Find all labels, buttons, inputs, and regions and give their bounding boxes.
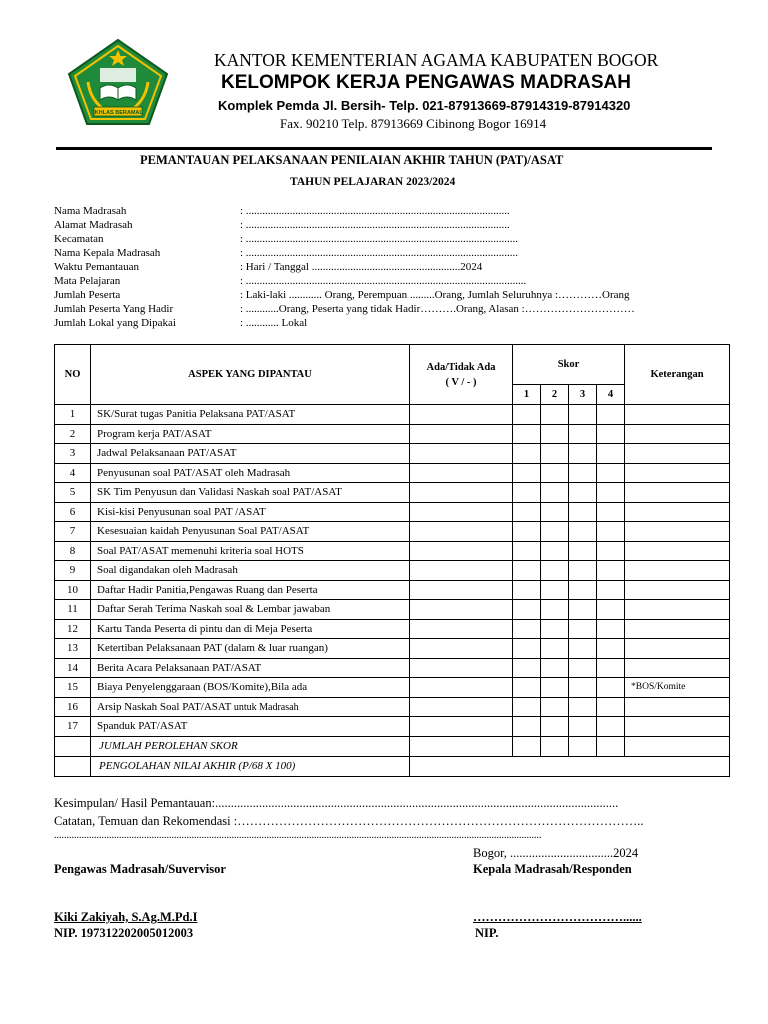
info-row (54, 289, 734, 303)
skor-cell[interactable] (597, 561, 625, 581)
info-label: Kecamatan (54, 233, 104, 245)
keterangan-cell[interactable] (625, 463, 730, 483)
keterangan-cell[interactable] (625, 717, 730, 737)
keterangan-cell[interactable] (625, 619, 730, 639)
keterangan-cell[interactable] (625, 561, 730, 581)
table-row (55, 717, 730, 737)
skor-cell[interactable] (541, 619, 569, 639)
info-row (54, 317, 734, 331)
info-value: : Laki-laki ............ Orang, Perempuan .........Orang, Jumlah Seluruhnya :…………Orang (240, 289, 630, 301)
info-label: Waktu Pemantauan (54, 261, 139, 273)
info-row (54, 247, 734, 261)
skor-cell[interactable] (597, 444, 625, 464)
row-aspek (91, 483, 410, 503)
row-number: 2 (55, 424, 91, 444)
ada-cell[interactable] (410, 444, 513, 464)
dots-line: ................................................................................................................................................................................................... (54, 830, 542, 841)
skor-cell[interactable] (597, 580, 625, 600)
row-aspek (91, 463, 410, 483)
table-row (55, 541, 730, 561)
info-label: Jumlah Peserta Yang Hadir (54, 303, 174, 315)
skor-cell[interactable] (541, 522, 569, 542)
skor-cell[interactable] (513, 502, 541, 522)
row-aspek-text: Soal PAT/ASAT memenuhi kriteria soal HOTS (97, 544, 304, 557)
skor-cell[interactable] (541, 561, 569, 581)
info-value: : ................................................................................................... (240, 233, 519, 245)
row-aspek (91, 619, 410, 639)
skor-cell[interactable] (597, 541, 625, 561)
row-aspek-text: Penyusunan soal PAT/ASAT oleh Madrasah (97, 466, 291, 479)
row-aspek-text: Soal digandakan oleh Madrasah (97, 564, 238, 577)
skor-cell[interactable] (597, 424, 625, 444)
ada-cell[interactable] (410, 541, 513, 561)
skor-cell[interactable] (513, 658, 541, 678)
info-value: : ................................................................................................... (240, 247, 519, 259)
info-fields (54, 205, 734, 331)
keterangan-cell[interactable] (625, 424, 730, 444)
right-signatory-nip: NIP. (475, 926, 499, 940)
total-skor-cell (597, 736, 625, 756)
right-signatory-name: ………………………………...... (473, 910, 642, 924)
skor-cell[interactable] (569, 639, 597, 659)
row-number: 11 (55, 600, 91, 620)
row-aspek-text: Daftar Hadir Panitia,Pengawas Ruang dan Peserta (97, 583, 318, 596)
skor-cell[interactable] (541, 697, 569, 717)
row-number: 4 (55, 463, 91, 483)
left-role: Pengawas Madrasah/Suvervisor (54, 862, 226, 876)
table-row (55, 444, 730, 464)
skor-cell[interactable] (569, 619, 597, 639)
skor-cell[interactable] (569, 658, 597, 678)
row-number: 10 (55, 580, 91, 600)
header-office: KANTOR KEMENTERIAN AGAMA KABUPATEN BOGOR (214, 50, 659, 70)
skor-cell[interactable] (513, 561, 541, 581)
col-header-aspek: ASPEK YANG DIPANTAU (91, 345, 410, 405)
keterangan-cell[interactable] (625, 580, 730, 600)
row-aspek (91, 639, 410, 659)
catatan-line: Catatan, Temuan dan Rekomendasi :…………………………………………………………………………………….. (54, 814, 644, 828)
table-row (55, 522, 730, 542)
row-aspek-text: Kartu Tanda Peserta di pintu dan di Meja Peserta (97, 622, 313, 635)
skor-cell[interactable] (541, 463, 569, 483)
skor-cell[interactable] (569, 424, 597, 444)
row-aspek-text: Jadwal Pelaksanaan PAT/ASAT (97, 447, 237, 460)
left-signatory-nip: NIP. 197312202005012003 (54, 926, 194, 940)
ada-cell[interactable] (410, 502, 513, 522)
skor-cell[interactable] (597, 405, 625, 425)
keterangan-cell[interactable] (625, 405, 730, 425)
kemenag-logo-icon (66, 38, 170, 126)
info-value: : ...................................................................................................... (240, 275, 527, 287)
keterangan-cell[interactable]: *BOS/Komite (625, 678, 730, 698)
ada-cell[interactable] (410, 639, 513, 659)
info-value: : ................................................................................................ (240, 219, 510, 231)
ada-cell[interactable] (410, 463, 513, 483)
skor-cell[interactable] (513, 424, 541, 444)
row-number: 13 (55, 639, 91, 659)
skor-cell[interactable] (569, 405, 597, 425)
skor-cell[interactable] (569, 483, 597, 503)
total-ket-cell (625, 736, 730, 756)
skor-cell[interactable] (541, 717, 569, 737)
total-skor-cell (569, 736, 597, 756)
skor-cell[interactable] (569, 463, 597, 483)
keterangan-cell[interactable] (625, 444, 730, 464)
skor-cell[interactable] (569, 541, 597, 561)
total-skor-cell (513, 736, 541, 756)
form-title: PEMANTAUAN PELAKSANAAN PENILAIAN AKHIR TAHUN (PAT)/ASAT (140, 153, 564, 167)
info-row (54, 303, 734, 317)
row-aspek-text: SK/Surat tugas Panitia Pelaksana PAT/ASAT (97, 408, 296, 421)
ada-cell[interactable] (410, 658, 513, 678)
row-number: 6 (55, 502, 91, 522)
total-no-cell (55, 736, 91, 756)
skor-cell[interactable] (569, 561, 597, 581)
row-number: 7 (55, 522, 91, 542)
skor-cell[interactable] (541, 502, 569, 522)
table-row (55, 639, 730, 659)
col-header-ket: Keterangan (625, 345, 730, 405)
row-aspek (91, 658, 410, 678)
col-header-ada-sub: ( V / - ) (445, 376, 477, 388)
row-aspek (91, 678, 410, 698)
skor-cell[interactable] (597, 600, 625, 620)
skor-cell[interactable] (513, 639, 541, 659)
ada-cell[interactable] (410, 424, 513, 444)
table-row (55, 658, 730, 678)
keterangan-cell[interactable] (625, 600, 730, 620)
skor-cell[interactable] (513, 600, 541, 620)
row-aspek (91, 580, 410, 600)
info-label: Jumlah Peserta (54, 289, 121, 301)
col-header-ada-label: Ada/Tidak Ada (426, 361, 496, 373)
keterangan-cell[interactable] (625, 502, 730, 522)
skor-cell[interactable] (597, 697, 625, 717)
final-value-cell (410, 756, 730, 776)
keterangan-cell[interactable] (625, 483, 730, 503)
total-ada-cell (410, 736, 513, 756)
table-row (55, 697, 730, 717)
header-address: Komplek Pemda Jl. Bersih- Telp. 021-87913669-87914319-87914320 (218, 98, 631, 113)
form-subtitle: TAHUN PELAJARAN 2023/2024 (290, 176, 456, 188)
header-group: KELOMPOK KERJA PENGAWAS MADRASAH (221, 72, 631, 93)
skor-cell[interactable] (513, 483, 541, 503)
skor-cell[interactable] (513, 405, 541, 425)
row-aspek-text: Daftar Serah Terima Naskah soal & Lembar jawaban (97, 603, 331, 616)
skor-cell[interactable] (597, 678, 625, 698)
col-header-ada (410, 345, 513, 405)
table-row (55, 463, 730, 483)
table-row (55, 424, 730, 444)
row-aspek (91, 424, 410, 444)
row-aspek (91, 717, 410, 737)
skor-cell[interactable] (569, 697, 597, 717)
row-aspek (91, 600, 410, 620)
skor-cell[interactable] (597, 639, 625, 659)
skor-cell[interactable] (569, 502, 597, 522)
row-aspek (91, 502, 410, 522)
skor-cell[interactable] (569, 600, 597, 620)
info-label: Jumlah Lokal yang Dipakai (54, 317, 176, 329)
logo (66, 38, 170, 126)
skor-cell[interactable] (569, 678, 597, 698)
kesimpulan-line: Kesimpulan/ Hasil Pemantauan:................................................................................................................................. (54, 796, 619, 810)
skor-cell[interactable] (513, 697, 541, 717)
row-aspek-text: Program kerja PAT/ASAT (97, 427, 212, 440)
skor-cell[interactable] (597, 483, 625, 503)
final-no-cell (55, 756, 91, 776)
skor-cell[interactable] (513, 444, 541, 464)
row-aspek-text: Ketertiban Pelaksanaan PAT (dalam & luar ruangan) (97, 642, 328, 655)
skor-cell[interactable] (513, 541, 541, 561)
skor-cell[interactable] (541, 678, 569, 698)
skor-col-3: 3 (569, 385, 597, 405)
row-number: 12 (55, 619, 91, 639)
info-row (54, 219, 734, 233)
skor-col-1: 1 (513, 385, 541, 405)
row-number: 16 (55, 697, 91, 717)
skor-cell[interactable] (541, 541, 569, 561)
skor-cell[interactable] (597, 717, 625, 737)
total-skor-cell (541, 736, 569, 756)
skor-col-2: 2 (541, 385, 569, 405)
info-value: : ............Orang, Peserta yang tidak Hadir……….Orang, Alasan :………………………… (240, 303, 635, 315)
row-aspek-suffix: untuk Madrasah (231, 701, 299, 713)
row-aspek-text: Spanduk PAT/ASAT (97, 720, 188, 733)
table-row (55, 580, 730, 600)
ada-cell[interactable] (410, 717, 513, 737)
skor-cell[interactable] (597, 522, 625, 542)
ada-cell[interactable] (410, 405, 513, 425)
keterangan-cell[interactable] (625, 541, 730, 561)
skor-cell[interactable] (569, 444, 597, 464)
table-row (55, 600, 730, 620)
ada-cell[interactable] (410, 522, 513, 542)
row-number: 5 (55, 483, 91, 503)
col-header-no: NO (55, 345, 91, 405)
final-label: PENGOLAHAN NILAI AKHIR (P/68 X 100) (91, 756, 410, 776)
info-label: Mata Pelajaran (54, 275, 121, 287)
skor-cell[interactable] (541, 600, 569, 620)
skor-cell[interactable] (541, 405, 569, 425)
skor-cell[interactable] (569, 580, 597, 600)
keterangan-cell[interactable] (625, 658, 730, 678)
monitoring-table (54, 344, 730, 777)
row-number: 8 (55, 541, 91, 561)
info-row (54, 275, 734, 289)
row-aspek (91, 522, 410, 542)
skor-cell[interactable] (541, 424, 569, 444)
ada-cell[interactable] (410, 483, 513, 503)
skor-cell[interactable] (597, 619, 625, 639)
right-role: Kepala Madrasah/Responden (473, 862, 632, 876)
skor-cell[interactable] (513, 678, 541, 698)
ada-cell[interactable] (410, 619, 513, 639)
skor-cell[interactable] (569, 717, 597, 737)
ada-cell[interactable] (410, 561, 513, 581)
info-label: Nama Madrasah (54, 205, 127, 217)
skor-cell[interactable] (597, 502, 625, 522)
row-aspek-text: Berita Acara Pelaksanaan PAT/ASAT (97, 661, 262, 674)
header-fax: Fax. 90210 Telp. 87913669 Cibinong Bogor 16914 (280, 116, 547, 131)
logo-text: IKHLAS BERAMAL (93, 110, 143, 116)
header-divider (56, 147, 712, 150)
table-row (55, 619, 730, 639)
skor-cell[interactable] (513, 522, 541, 542)
ada-cell[interactable] (410, 600, 513, 620)
info-value: : ............ Lokal (240, 317, 308, 329)
left-signatory-name: Kiki Zakiyah, S.Ag.M.Pd.I (54, 910, 198, 924)
skor-cell[interactable] (597, 463, 625, 483)
row-aspek-text: Biaya Penyelenggaraan (BOS/Komite),Bila ada (97, 681, 308, 694)
info-row (54, 261, 734, 275)
row-aspek (91, 697, 410, 717)
table-row (55, 502, 730, 522)
row-number: 3 (55, 444, 91, 464)
row-aspek (91, 405, 410, 425)
row-aspek (91, 561, 410, 581)
row-aspek-text: Arsip Naskah Soal PAT/ASAT (97, 700, 232, 713)
row-number: 15 (55, 678, 91, 698)
table-row (55, 678, 730, 698)
table-row (55, 483, 730, 503)
place-date: Bogor, .................................2024 (473, 846, 639, 860)
table-row (55, 405, 730, 425)
skor-cell[interactable] (541, 639, 569, 659)
skor-cell[interactable] (569, 522, 597, 542)
info-value: : Hari / Tanggal ......................................................2024 (240, 261, 483, 273)
skor-cell[interactable] (597, 658, 625, 678)
row-aspek (91, 541, 410, 561)
row-aspek-text: Kisi-kisi Penyusunan soal PAT /ASAT (97, 505, 266, 518)
skor-cell[interactable] (513, 717, 541, 737)
info-row (54, 233, 734, 247)
info-label: Alamat Madrasah (54, 219, 133, 231)
ada-cell[interactable] (410, 697, 513, 717)
skor-cell[interactable] (541, 483, 569, 503)
col-header-skor: Skor (513, 345, 625, 385)
total-label: JUMLAH PEROLEHAN SKOR (91, 736, 410, 756)
skor-cell[interactable] (541, 658, 569, 678)
skor-cell[interactable] (513, 580, 541, 600)
row-number: 9 (55, 561, 91, 581)
row-number: 17 (55, 717, 91, 737)
info-row (54, 205, 734, 219)
row-aspek-text: Kesesuaian kaidah Penyusunan Soal PAT/ASAT (97, 525, 310, 538)
keterangan-cell[interactable] (625, 639, 730, 659)
skor-cell[interactable] (513, 463, 541, 483)
ada-cell[interactable] (410, 678, 513, 698)
skor-col-4: 4 (597, 385, 625, 405)
row-number: 1 (55, 405, 91, 425)
row-aspek-text: SK Tim Penyusun dan Validasi Naskah soal PAT/ASAT (97, 486, 342, 499)
table-row (55, 561, 730, 581)
row-aspek (91, 444, 410, 464)
ada-cell[interactable] (410, 580, 513, 600)
keterangan-cell[interactable] (625, 522, 730, 542)
keterangan-cell[interactable] (625, 697, 730, 717)
info-label: Nama Kepala Madrasah (54, 247, 161, 259)
info-value: : ................................................................................................ (240, 205, 510, 217)
skor-cell[interactable] (513, 619, 541, 639)
row-number: 14 (55, 658, 91, 678)
skor-cell[interactable] (541, 580, 569, 600)
skor-cell[interactable] (541, 444, 569, 464)
